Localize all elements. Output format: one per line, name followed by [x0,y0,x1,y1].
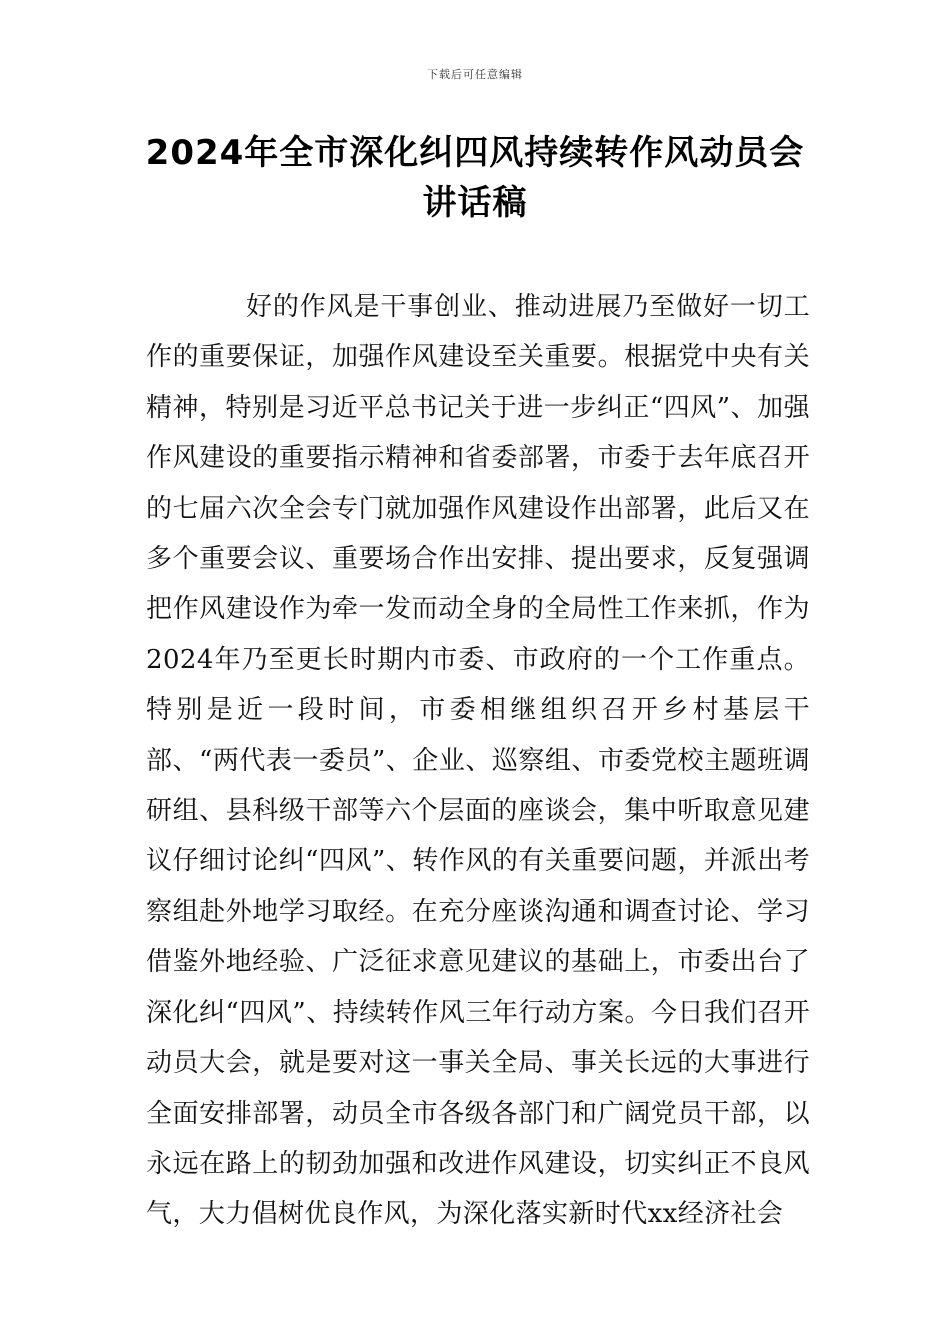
document-body [146,282,810,1240]
body-paragraph: 好的作风是干事创业、推动进展乃至做好一切工作的重要保证，加强作风建设至关重要。根据党中央有关精神，特别是习近平总书记关于进一步纠正“四风”、加强作风建设的重要指示精神和省委部署，市委于去年底召开的七届六次全会专门就加强作风建设作出部署，此后又在多个重要会议、重要场合作出安排、提出要求，反复强调把作风建设作为牵一发而动全身的全局性工作来抓，作为2024年乃至更长时期内市委、市政府的一个工作重点。特别是近一段时间，市委相继组织召开乡村基层干部、“两代表一委员”、企业、巡察组、市委党校主题班调研组、县科级干部等六个层面的座谈会，集中听取意见建议仔细讨论纠“四风”、转作风的有关重要问题，并派出考察组赴外地学习取经。在充分座谈沟通和调查讨论、学习借鉴外地经验、广泛征求意见建议的基础上，市委出台了深化纠“四风”、持续转作风三年行动方案。今日我们召开动员大会，就是要对这一事关全局、事关长远的大事进行全面安排部署，动员全市各级各部门和广阔党员干部，以永远在路上的韧劲加强和改进作风建设，切实纠正不良风气，大力倡树优良作风，为深化落实新时代xx经济社会 [146,292,810,1230]
page-title [100,128,850,228]
title-line-2: 讲话稿 [422,183,528,223]
title-line-1: 2024年全市深化纠四风持续转作风动员会 [145,133,805,173]
header-note: 下载后可任意编辑 [427,68,523,81]
